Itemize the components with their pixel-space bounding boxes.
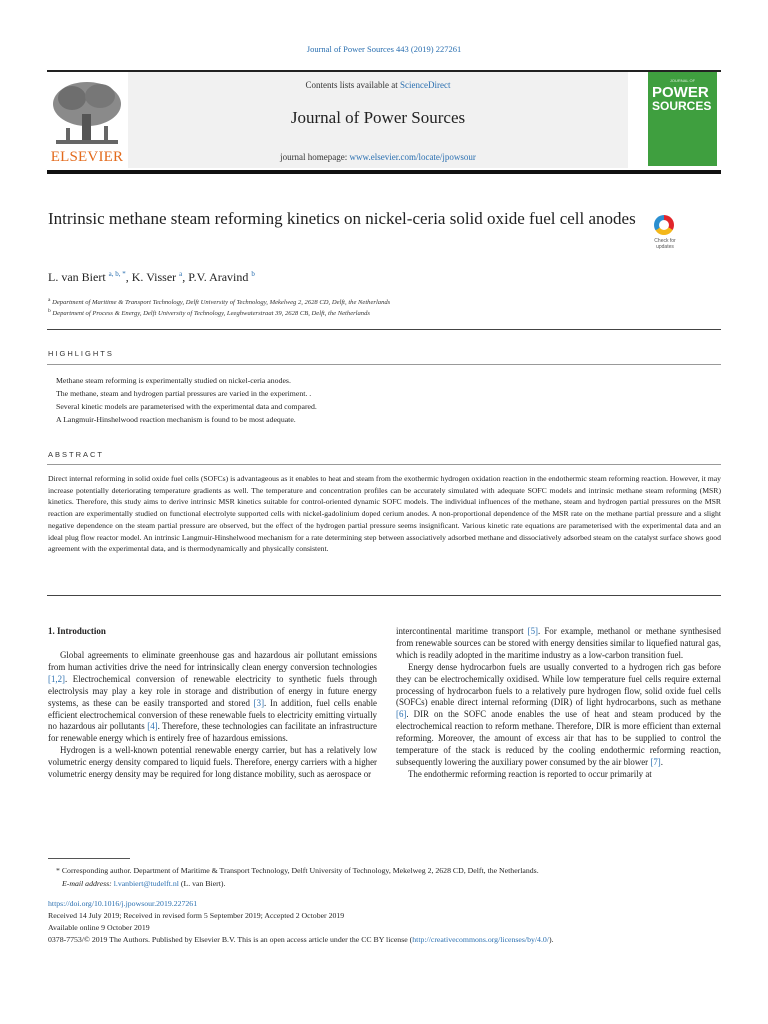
sciencedirect-link[interactable]: ScienceDirect bbox=[400, 80, 451, 90]
journal-cover[interactable] bbox=[648, 72, 717, 166]
citation-link[interactable]: [5] bbox=[527, 626, 539, 636]
footnote-rule bbox=[48, 858, 130, 859]
section-heading: 1. Introduction bbox=[48, 626, 106, 636]
license-link[interactable]: http://creativecommons.org/licenses/by/4.0/ bbox=[412, 935, 549, 944]
divider bbox=[47, 329, 721, 330]
paragraph: Hydrogen is a well-known potential renewable energy carrier, but has a relatively low volumetric energy density compared to liquid fuels. Therefore, energy carriers with a higher volumetric energy density may be required for long distance mobility, such as aerospace or bbox=[48, 745, 377, 780]
author-name[interactable]: K. Visser bbox=[131, 270, 177, 284]
elsevier-tree-icon bbox=[48, 78, 126, 148]
divider bbox=[47, 595, 721, 596]
divider bbox=[47, 464, 721, 465]
elsevier-logo[interactable] bbox=[48, 78, 126, 166]
citation-link[interactable]: [3] bbox=[253, 697, 265, 708]
body-column-right bbox=[396, 626, 721, 781]
citation-link[interactable]: [1,2] bbox=[48, 673, 66, 684]
author-name[interactable]: P.V. Aravind bbox=[188, 270, 249, 284]
badge-line1: Check for bbox=[654, 238, 676, 244]
abstract-label: ABSTRACT bbox=[48, 450, 105, 459]
homepage-prefix: journal homepage: bbox=[280, 152, 348, 162]
affiliation-mark: a bbox=[48, 297, 51, 303]
publisher-name: ELSEVIER bbox=[50, 149, 124, 165]
highlight-item: A Langmuir-Hinshelwood reaction mechanism is found to be most adequate. bbox=[56, 415, 296, 424]
journal-title: Journal of Power Sources bbox=[290, 108, 466, 127]
doi-link[interactable]: https://doi.org/10.1016/j.jpowsour.2019.227261 bbox=[48, 899, 198, 908]
author-list: L. van Biert $^{a, b, *}$, K. Visser $^a$, P.V. Aravind $^b$ bbox=[48, 270, 255, 284]
highlight-item: The methane, steam and hydrogen partial pressures are varied in the experiment. . bbox=[56, 389, 312, 398]
affiliation-a bbox=[48, 297, 390, 306]
author-name[interactable]: L. van Biert bbox=[48, 270, 106, 284]
citation-link[interactable]: [4] bbox=[147, 721, 158, 732]
paragraph: The endothermic reforming reaction is reported to occur primarily at bbox=[408, 768, 652, 779]
email-label: E-mail address: bbox=[62, 879, 112, 888]
highlight-item: Methane steam reforming is experimentally studied on nickel-ceria anodes. bbox=[56, 376, 291, 385]
highlight-item: Several kinetic models are parameterised with the experimental data and compared. bbox=[56, 402, 317, 411]
cover-title-line2: SOURCES bbox=[652, 99, 712, 113]
affiliation-text: Department of Maritime & Transport Technology, Delft University of Technology, Mekelweg 2, 2628 CD, Delft, the Netherlands bbox=[52, 299, 391, 307]
available-online: Available online 9 October 2019 bbox=[48, 923, 150, 932]
received-dates: Received 14 July 2019; Received in revised form 5 September 2019; Accepted 2 October 2019 bbox=[48, 911, 345, 920]
email-line bbox=[62, 879, 225, 888]
paragraph: Energy dense hydrocarbon fuels are usually converted to a hydrogen rich gas before they can be electrochemically oxidised. While low temperature fuel cells require external processing of hydrocarbon fuels to a relatively pure hydrogen flow, solid oxide fuel cells (SOFCs) enable direct internal reforming (DIR) of light hydrocarbons, such as methane [6]. DIR on the SOFC anode enables the use of heat and steam produced by the electrochemical reaction to reform methane. Therefore, DIR is more efficient than external reforming. Moreover, the amount of excess air that has to be supplied to control the temperature of the stack is reduced by the cooling endothermic reforming reaction, subsequently lowering the auxiliary power consumed by the air blower [7]. bbox=[396, 661, 721, 767]
citation-link[interactable]: [6] bbox=[396, 709, 407, 720]
license-line: 0378-7753/© 2019 The Authors. Published by Elsevier B.V. This is an open access article under the CC BY license (http://creativecommons.org/licenses/by/4.0/). bbox=[48, 935, 554, 944]
journal-reference[interactable]: Journal of Power Sources 443 (2019) 227261 bbox=[306, 44, 462, 54]
homepage-line bbox=[128, 152, 628, 162]
author-affil-mark[interactable]: a bbox=[179, 270, 183, 278]
affiliation-mark: b bbox=[48, 308, 51, 314]
email-suffix: (L. van Biert). bbox=[180, 879, 226, 888]
email-link[interactable]: l.vanbiert@tudelft.nl bbox=[113, 879, 179, 888]
cover-title-line1: POWER bbox=[652, 84, 709, 101]
cover-small-text: JOURNAL OF bbox=[669, 78, 696, 83]
author-affil-mark[interactable]: b bbox=[251, 270, 255, 278]
check-for-updates-button[interactable] bbox=[644, 215, 686, 257]
article-title: Intrinsic methane steam reforming kinetics on nickel-ceria solid oxide fuel cell anodes bbox=[48, 209, 636, 228]
abstract-text: Direct internal reforming in solid oxide fuel cells (SOFCs) is advantageous as it enables to heat and steam from the exothermic hydrogen oxidation reaction in the endothermic steam reforming reaction. However, it may increase potentially deteriorating temperature gradients as well. The temperature and concentration profiles can be accurately simulated with adequate SOFC models and intrinsic methane steam reforming (MSR) kinetics. Therefore, this study aims to derive intrinsic MSR kinetics suitable for control-oriented dynamic SOFC models. The individual influences of the methane, steam and hydrogen partial pressures on the MSR reaction are experimentally studied on functional electrolyte supported cells with nickel-gadolinium doped cerium anodes. A non-proportional dependence of the MSR rate on the methane partial pressure and a slight negative dependence on the steam partial pressure are observed, but the effect of the hydrogen partial pressure seems insignificant. Various kinetic rate equations are parameterised with the experimental data and an ideal plug flow reactor model. An intrinsic Langmuir-Hinshelwood mechanism for a rate determining step between associatively adsorbed methane and dissociatively adsorbed steam on the catalyst surface shows good agreement with the experimental data, and is thermodynamically and physically consistent. bbox=[48, 474, 722, 554]
affiliation-text: Department of Process & Energy, Delft University of Technology, Leeghwaterstraat 39, 2628 CB, Delft, the Netherlands bbox=[52, 310, 370, 318]
badge-line2: updates bbox=[656, 244, 674, 250]
highlights-label: HIGHLIGHTS bbox=[48, 349, 114, 358]
paragraph: intercontinental maritime transport [5]. For example, methanol or methane synthesised from renewable sources can be stored with energy densities similar to liquefied natural gas, which is readily adopted in the maritime industry as a low-carbon transition fuel. bbox=[396, 626, 721, 660]
author-affil-mark[interactable]: a, b, * bbox=[108, 270, 126, 278]
body-column-left bbox=[48, 650, 377, 781]
header-bottom-rule bbox=[47, 170, 721, 174]
citation-link[interactable]: [7] bbox=[650, 756, 661, 767]
affiliation-b bbox=[48, 308, 370, 317]
divider bbox=[47, 364, 721, 365]
corresponding-author-note: * Corresponding author. Department of Maritime & Transport Technology, Delft University of Technology, Mekelweg 2, 2628 CD, Delft, the Netherlands. bbox=[56, 866, 539, 875]
paragraph: Global agreements to eliminate greenhouse gas and hazardous air pollutant emissions from human activities drive the need for intrinsically clean energy conversion technologies [1,2]. Electrochemical conversion of renewable electricity to synthetic fuels through electrolysis may play a key role in storage and distribution of energy in future energy systems, as these can be easily transported and stored [3]. In addition, fuel cells enable efficient electrochemical conversion of these renewable fuels to electricity emitting virtually no hazardous air pollutants [4]. Therefore, these technologies can facilitate an infrastructure for renewable energy which is entirely free of hazardous emissions. bbox=[48, 650, 377, 744]
homepage-link[interactable]: www.elsevier.com/locate/jpowsour bbox=[349, 152, 476, 162]
contents-prefix: Contents lists available at bbox=[305, 80, 398, 90]
contents-line bbox=[128, 80, 628, 90]
